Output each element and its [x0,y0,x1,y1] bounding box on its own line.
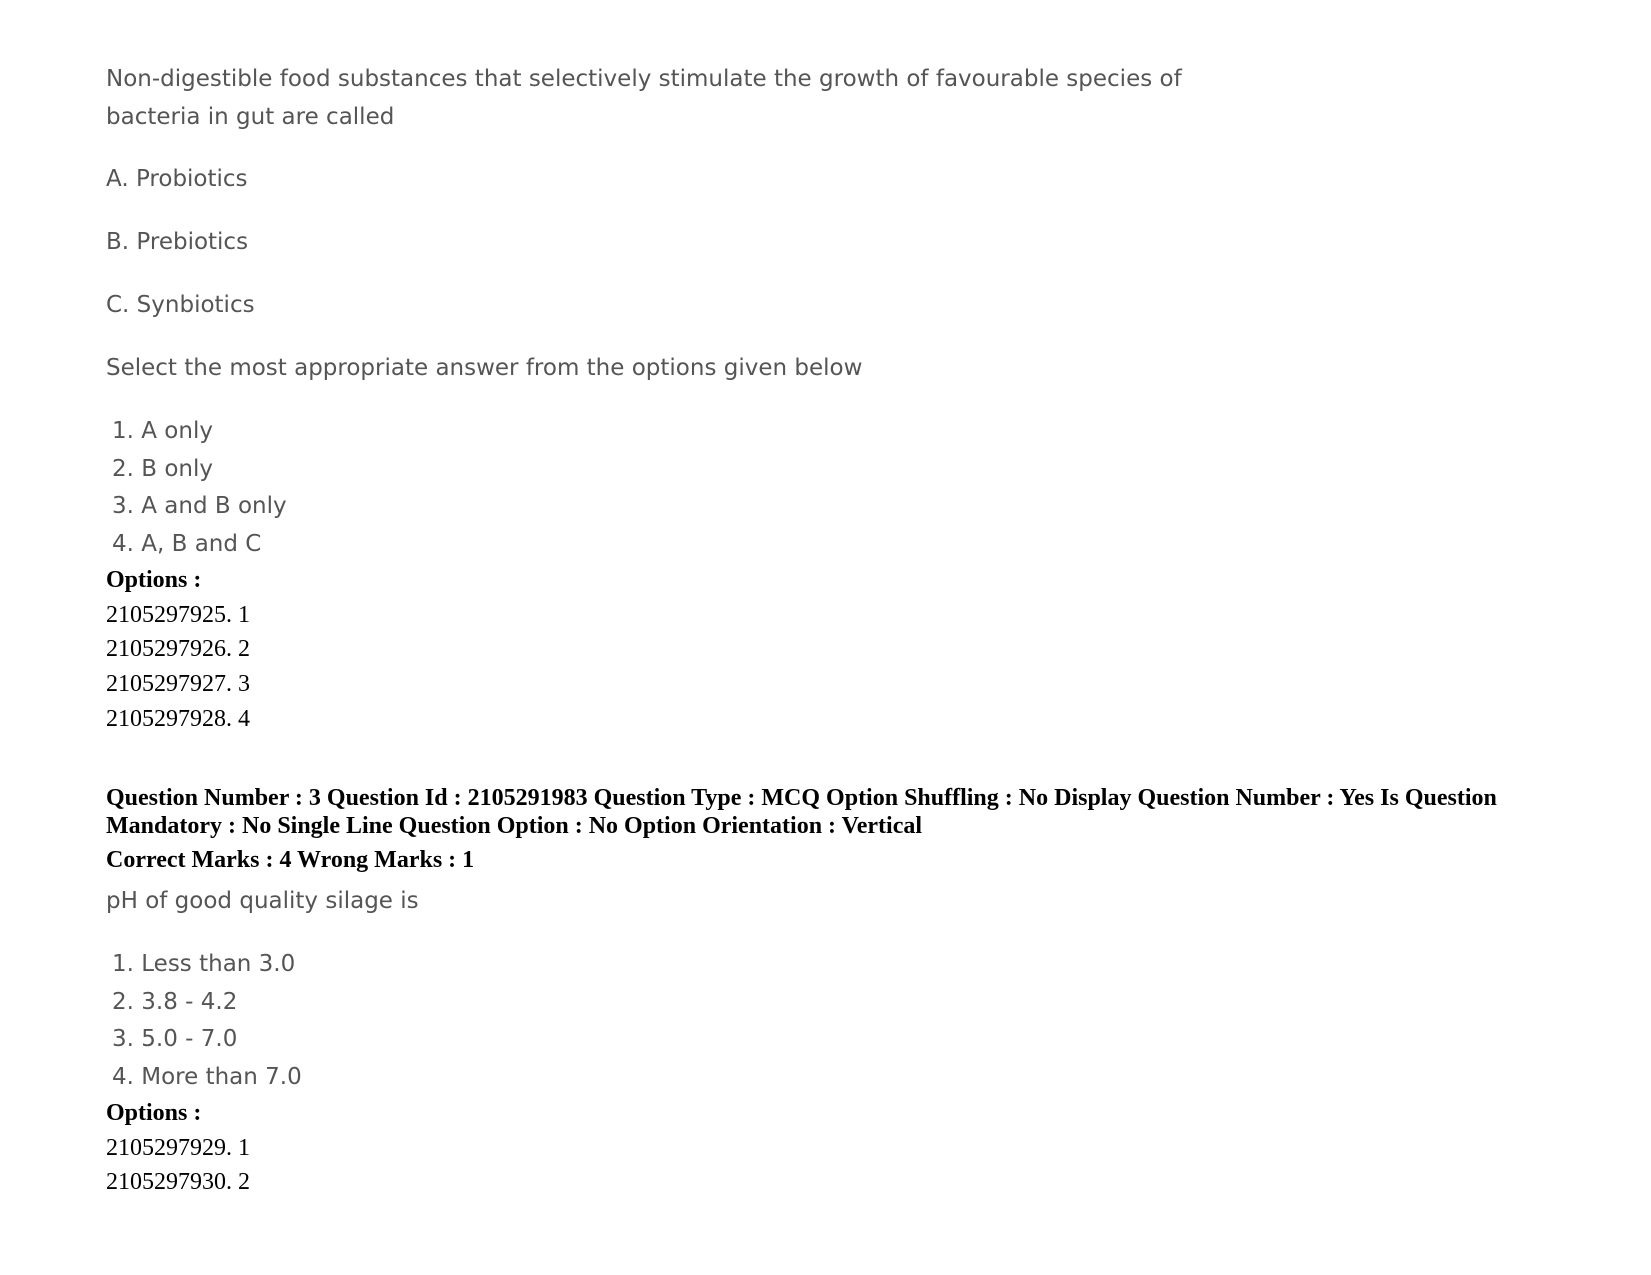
choice-3: 3. A and B only [112,493,287,519]
choice-1: 1. A only [112,418,213,444]
statement-b: B. Prebiotics [106,229,249,255]
options-label: Options : [106,1100,202,1126]
instruction-text: Select the most appropriate answer from the options given below [106,355,863,381]
question-text: Non-digestible food substances that selectively stimulate the growth of favourable species of bacteria in gut are called [106,66,1182,130]
option-id-3: 2105297927. 3 [106,671,250,697]
option-id-1: 2105297925. 1 [106,602,250,628]
option-id-2: 2105297926. 2 [106,636,250,662]
statement-a: A. Probiotics [106,166,248,192]
options-label: Options : [106,567,202,593]
choice-3: 3. 5.0 - 7.0 [112,1026,238,1052]
option-id-2: 2105297930. 2 [106,1169,250,1195]
question-meta: Question Number : 3 Question Id : 2105291983 Question Type : MCQ Option Shuffling : No Display Question Number : Yes Is Question Mandatory : No Single Line Question Option : No Option Orientation : Vertical [106,785,1497,839]
choice-4: 4. A, B and C [112,531,262,557]
question-text: pH of good quality silage is [106,888,419,914]
option-id-4: 2105297928. 4 [106,706,250,732]
choice-2: 2. B only [112,456,213,482]
option-id-1: 2105297929. 1 [106,1135,250,1161]
statement-c: C. Synbiotics [106,292,255,318]
choice-1: 1. Less than 3.0 [112,951,296,977]
choice-4: 4. More than 7.0 [112,1064,302,1090]
choice-2: 2. 3.8 - 4.2 [112,989,238,1015]
question-marks: Correct Marks : 4 Wrong Marks : 1 [106,847,475,873]
